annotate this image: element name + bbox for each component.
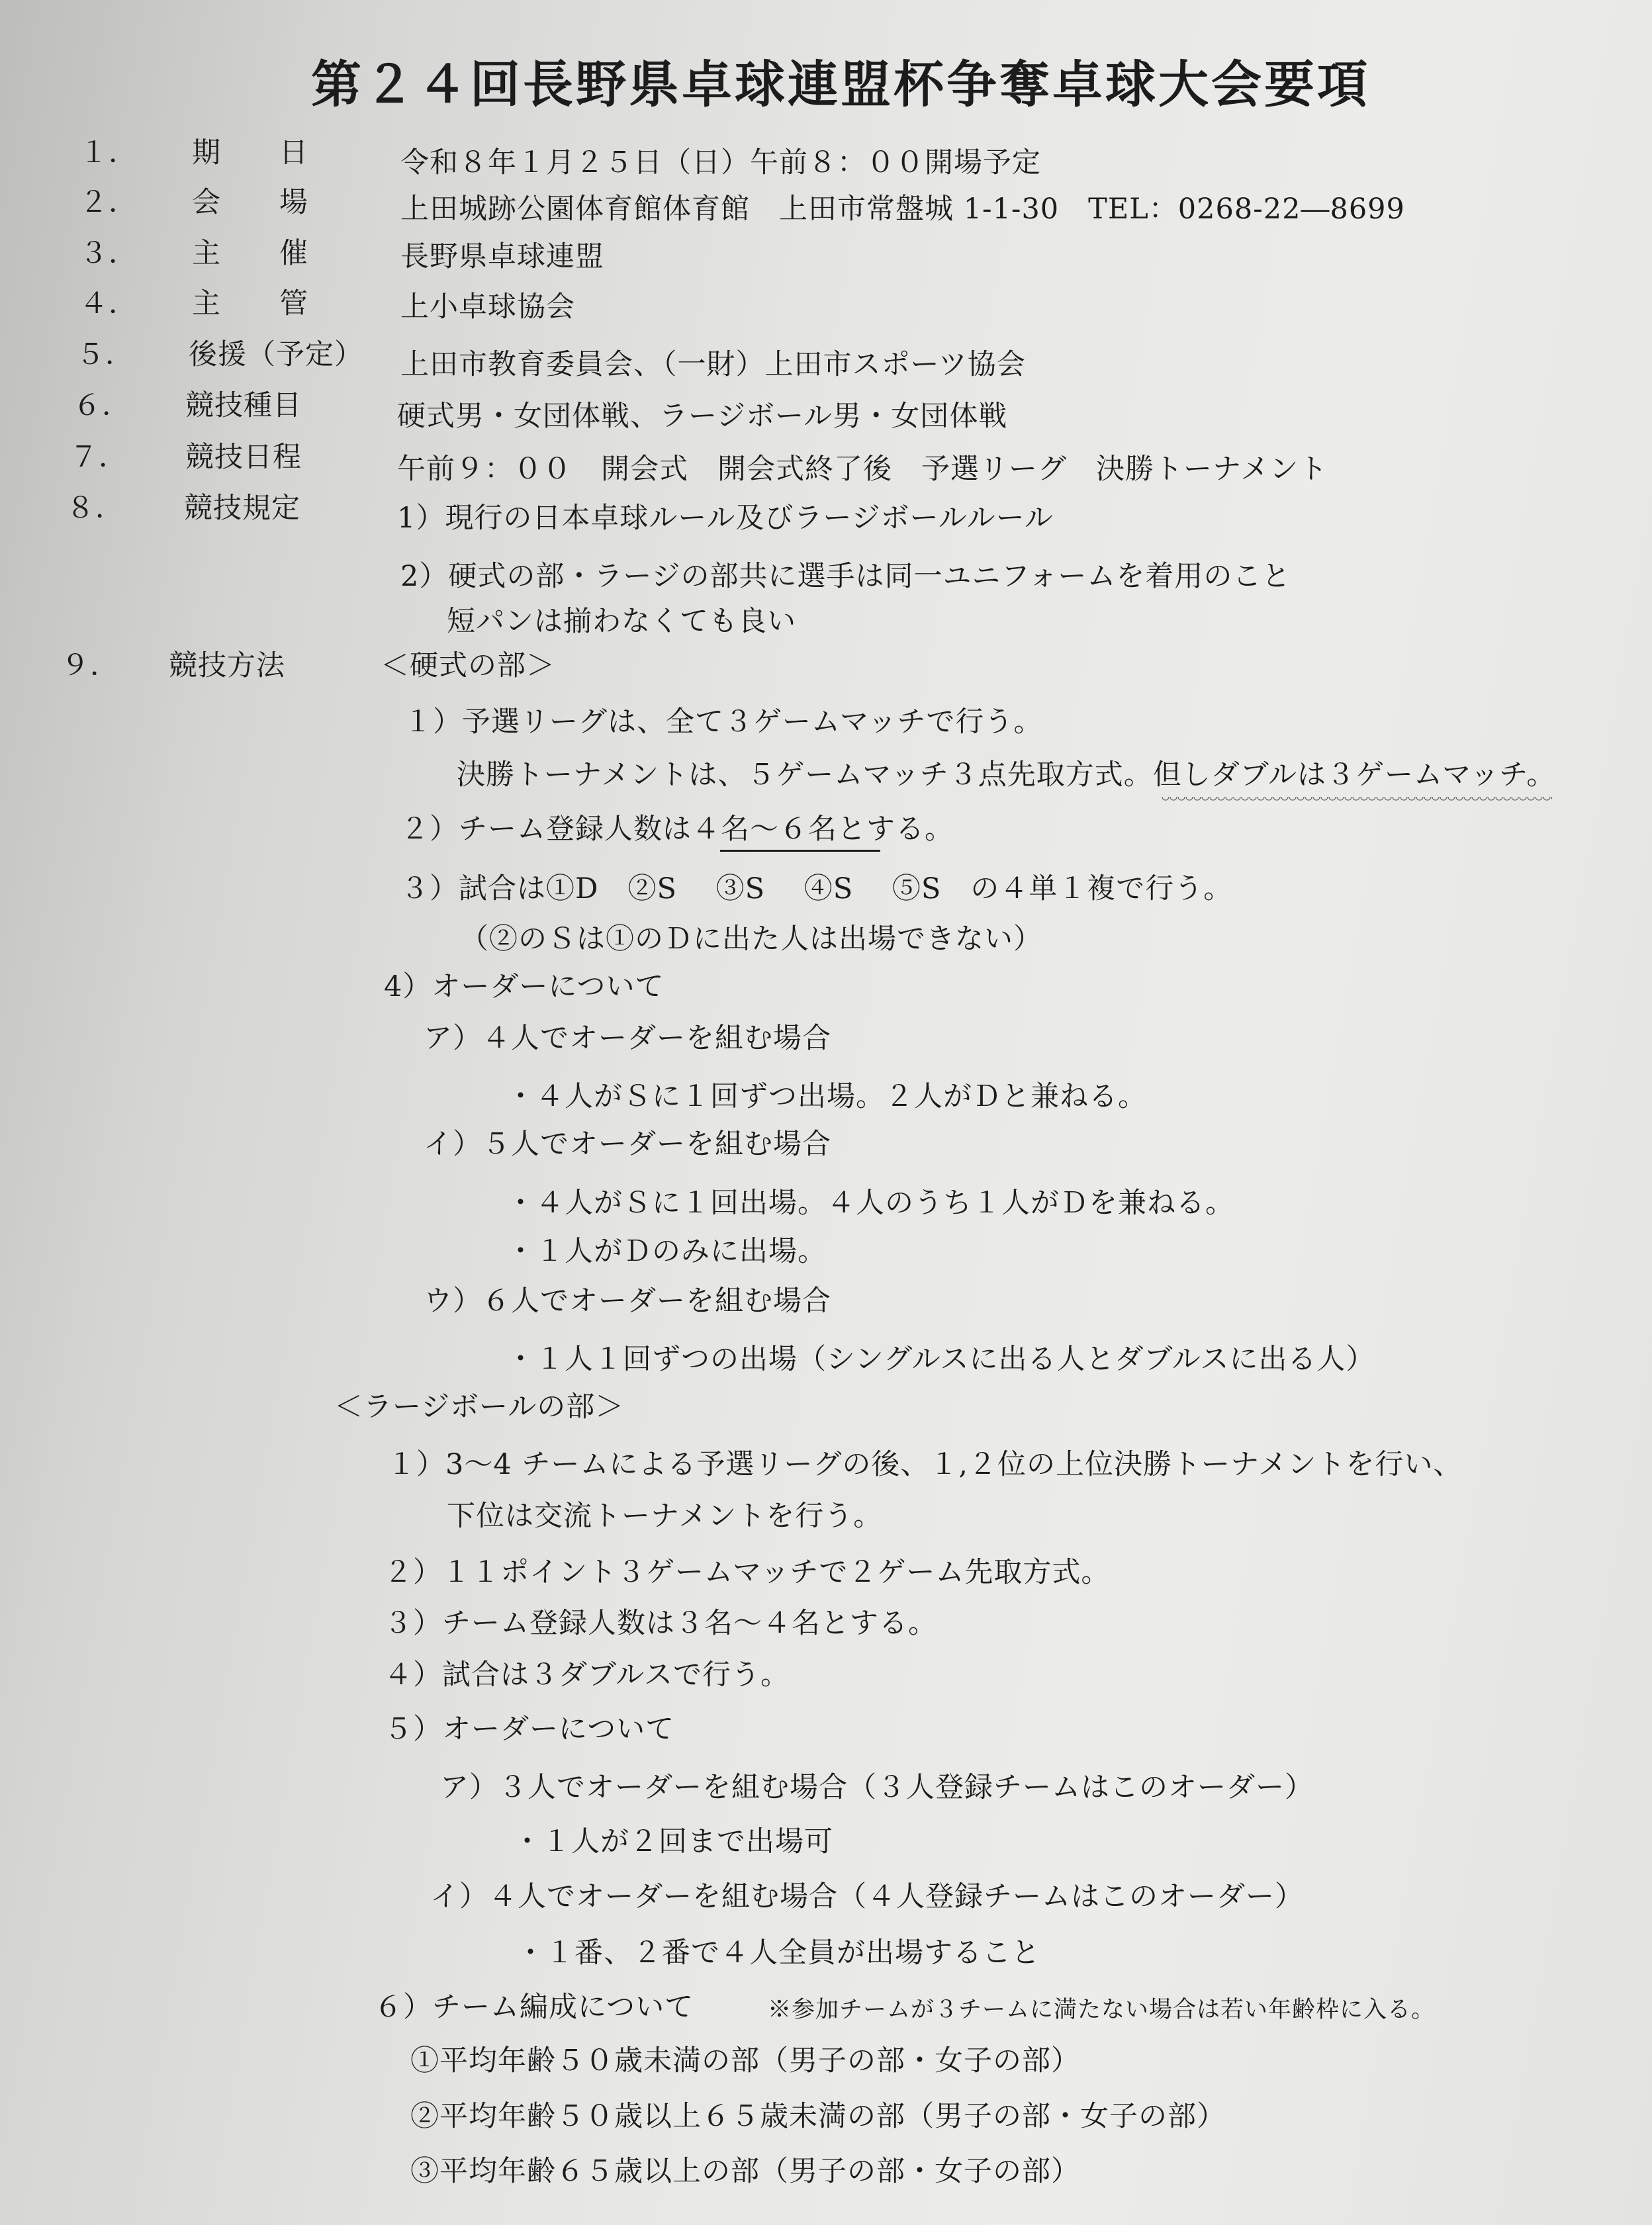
large-line: １）3～4 チームによる予選リーグの後、１,２位の上位決勝トーナメントを行い、: [387, 1448, 1463, 1481]
hard-line: （②のＳは①のＤに出た人は出場できない）: [460, 923, 1042, 956]
item-value: 午前９：００ 開会式 開会式終了後 予選リーグ 決勝トーナメント: [397, 453, 1328, 486]
large-line: ③平均年齢６５歳以上の部（男子の部・女子の部）: [410, 2155, 1080, 2188]
large-section-heading: ＜ラージボールの部＞: [334, 1390, 625, 1424]
item-number: ９．: [61, 649, 119, 682]
hard-line-part: 。: [1526, 758, 1556, 792]
hard-line: 4）オーダーについて: [384, 970, 665, 1003]
item-label: 競技規定: [184, 492, 300, 525]
item-number: ８．: [66, 492, 124, 525]
hard-line: イ）５人でオーダーを組む場合: [424, 1128, 831, 1161]
item-value: 上小卓球協会: [400, 291, 575, 324]
large-line: ３）チーム登録人数は３名～４名とする。: [384, 1607, 937, 1640]
item-label: 期 日: [192, 136, 308, 169]
large-line: ・１人が２回まで出場可: [513, 1825, 833, 1858]
hard-line-part: ２）チーム登録人数は: [400, 813, 692, 846]
large-line: ２）１１ポイント３ゲームマッチで２ゲーム先取方式。: [384, 1556, 1111, 1589]
item-number: １．: [79, 136, 138, 169]
large-line: 下位は交流トーナメントを行う。: [447, 1500, 883, 1533]
hard-line-underlined-part: ４名～６名: [692, 813, 837, 846]
large-line-note: ※参加チームが３チームに満たない場合は若い年齢枠に入る。: [768, 1997, 1436, 2023]
hard-section-heading: ＜硬式の部＞: [381, 649, 555, 682]
item-label: 競技日程: [185, 441, 302, 474]
hard-line-part: 決勝トーナメントは、５ゲームマッチ３点先取方式。: [457, 758, 1153, 792]
rules-line-2: 2）硬式の部・ラージの部共に選手は同一ユニフォームを着用のこと: [400, 560, 1291, 593]
hard-line: ・１人がＤのみに出場。: [506, 1235, 827, 1268]
large-line: ・１番、２番で４人全員が出場すること: [516, 1936, 1040, 1970]
rules-line-3: 短パンは揃わなくても良い: [447, 605, 796, 638]
hard-line: ・１人１回ずつの出場（シングルスに出る人とダブルスに出る人）: [506, 1343, 1375, 1376]
large-line: ５）オーダーについて: [384, 1713, 675, 1746]
hard-line: ・４人がＳに１回出場。４人のうち１人がＤを兼ねる。: [506, 1187, 1234, 1220]
large-line: ４）試合は３ダブルスで行う。: [384, 1658, 790, 1692]
item-label: 競技種目: [185, 389, 302, 422]
hard-line: ・４人がＳに１回ずつ出場。２人がＤと兼ねる。: [506, 1080, 1147, 1113]
hard-line: [400, 815, 954, 844]
large-line: ①平均年齢５０歳未満の部（男子の部・女子の部）: [410, 2044, 1080, 2077]
hard-line: ３）試合は①D ②S ③S ④S ⑤S の４単１複で行う。: [400, 872, 1233, 905]
large-line: ６）チーム編成について: [374, 1991, 694, 2024]
item-value: 上田城跡公園体育館体育館 上田市常盤城 1-1-30 TEL：0268-22―8699: [400, 193, 1405, 226]
hard-line-wavy-part: 但しダブルは３ゲームマッチ: [1152, 758, 1527, 792]
item-number: ３．: [79, 237, 138, 270]
item-value: 1）現行の日本卓球ルール及びラージボールルール: [397, 502, 1054, 535]
item-number: ５．: [76, 338, 134, 371]
hard-line: ア）４人でオーダーを組む場合: [424, 1022, 831, 1055]
wavy-underline: [1162, 797, 1552, 803]
item-label: 後援（予定）: [189, 338, 363, 371]
item-value: 硬式男・女団体戦、ラージボール男・女団体戦: [397, 400, 1008, 433]
item-label: 競技方法: [169, 649, 285, 682]
item-number: ４．: [79, 287, 138, 320]
item-number: ６．: [73, 389, 131, 422]
hard-line: ウ）６人でオーダーを組む場合: [424, 1285, 831, 1318]
item-value: 令和８年１月２５日（日）午前８：００開場予定: [400, 146, 1041, 179]
item-label: 主 管: [192, 287, 308, 320]
large-line: ②平均年齢５０歳以上６５歳未満の部（男子の部・女子の部）: [410, 2100, 1226, 2133]
hard-line: [457, 758, 1556, 792]
hard-line-part: とする。: [837, 813, 954, 846]
item-label: 会 場: [192, 186, 308, 219]
item-number: ７．: [69, 441, 128, 474]
item-label: 主 催: [192, 237, 308, 270]
document-title: 第２４回長野県卓球連盟杯争奪卓球大会要項: [311, 55, 1370, 114]
item-number: ２．: [79, 186, 138, 219]
large-line: ア）３人でオーダーを組む場合（３人登録チームはこのオーダー）: [440, 1771, 1314, 1804]
item-value: 上田市教育委員会、（一財）上田市スポーツ協会: [400, 348, 1026, 381]
item-value: 長野県卓球連盟: [400, 240, 604, 273]
hard-line: １）予選リーグは、全て３ゲームマッチで行う。: [404, 705, 1043, 739]
large-line: イ）４人でオーダーを組む場合（４人登録チームはこのオーダー）: [430, 1880, 1304, 1913]
underline: [720, 850, 880, 852]
